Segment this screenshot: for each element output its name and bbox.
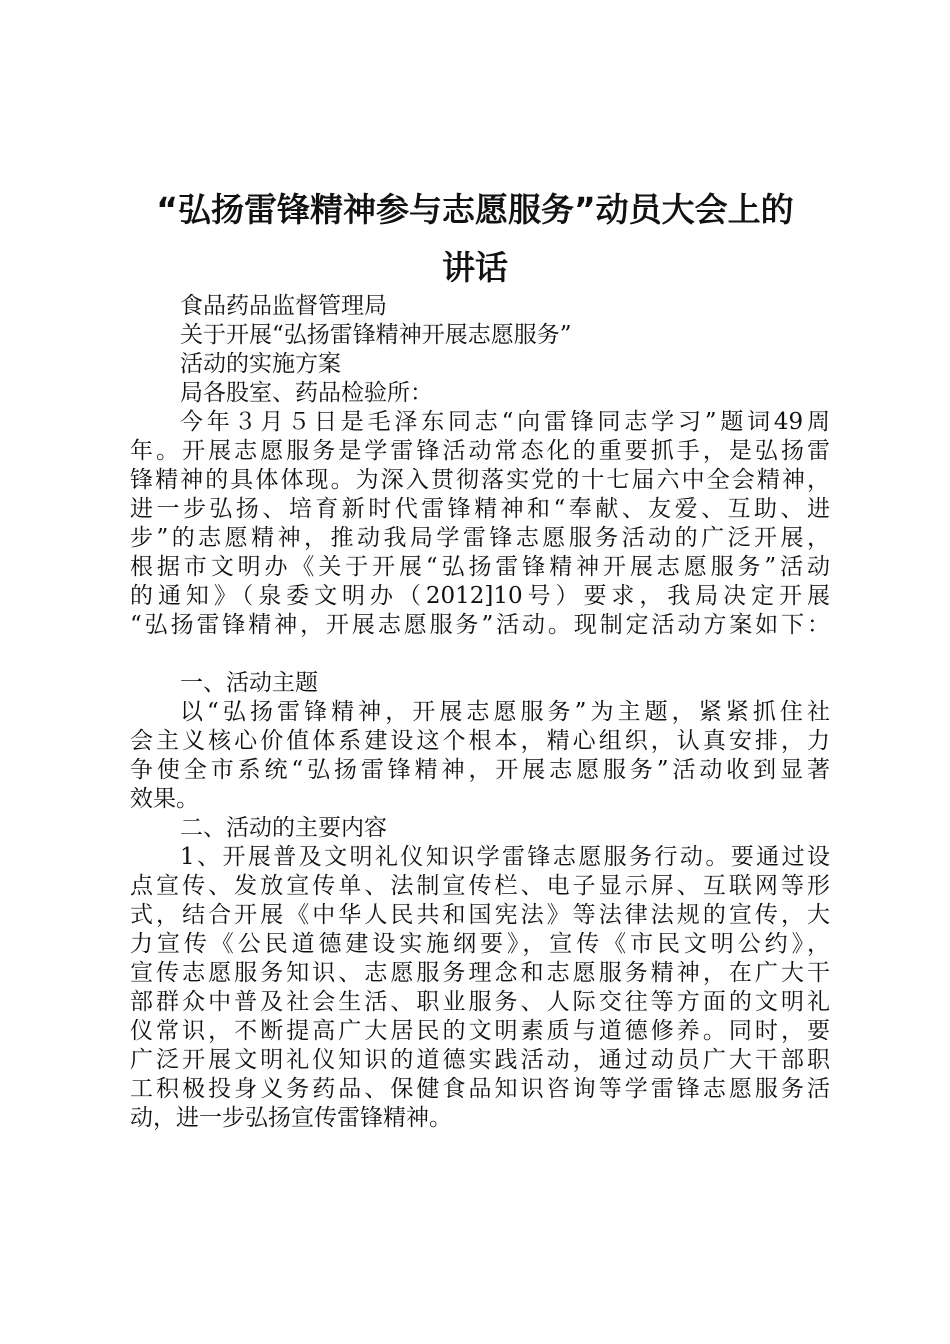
paragraph-line: 以“弘扬雷锋精神，开展志愿服务”为主题，紧紧抓住社 bbox=[180, 699, 830, 725]
paragraph-line: 式，结合开展《中华人民共和国宪法》等法律法规的宣传，大 bbox=[130, 902, 830, 928]
paragraph-gap bbox=[130, 640, 830, 669]
paragraph-line: 工积极投身义务药品、保健食品知识咨询等学雷锋志愿服务活 bbox=[130, 1076, 830, 1102]
paragraph-line: 步”的志愿精神，推动我局学雷锋志愿服务活动的广泛开展， bbox=[130, 525, 830, 551]
paragraph-line: 进一步弘扬、培育新时代雷锋精神和“奉献、友爱、互助、进 bbox=[130, 496, 830, 522]
paragraph-line: 今年３月５日是毛泽东同志“向雷锋同志学习”题词49周 bbox=[180, 409, 830, 435]
paragraph-line: 力宣传《公民道德建设实施纲要》，宣传《市民文明公约》， bbox=[130, 931, 830, 957]
paragraph-line: “弘扬雷锋精神，开展志愿服务”活动。现制定活动方案如下： bbox=[130, 612, 830, 638]
plan-title-line-1: 关于开展“弘扬雷锋精神开展志愿服务” bbox=[180, 322, 572, 348]
paragraph-line: 根据市文明办《关于开展“弘扬雷锋精神开展志愿服务”活动 bbox=[130, 554, 830, 580]
paragraph-line: 会主义核心价值体系建设这个根本，精心组织，认真安排，力 bbox=[130, 728, 830, 754]
paragraph-line: 广泛开展文明礼仪知识的道德实践活动，通过动员广大干部职 bbox=[130, 1047, 830, 1073]
paragraph-line: 年。开展志愿服务是学雷锋活动常态化的重要抓手，是弘扬雷 bbox=[130, 438, 830, 464]
paragraph-line: 效果。 bbox=[130, 786, 199, 812]
plan-title-line-2: 活动的实施方案 bbox=[180, 351, 341, 377]
addressee-line: 局各股室、药品检验所： bbox=[180, 380, 433, 406]
paragraph-line: 锋精神的具体体现。为深入贯彻落实党的十七届六中全会精神， bbox=[130, 467, 830, 493]
paragraph-line: 点宣传、发放宣传单、法制宣传栏、电子显示屏、互联网等形 bbox=[130, 873, 830, 899]
paragraph-line: 动，进一步弘扬宣传雷锋精神。 bbox=[130, 1105, 452, 1131]
section-heading: 一、活动主题 bbox=[180, 670, 318, 696]
paragraph-line: 部群众中普及社会生活、职业服务、人际交往等方面的文明礼 bbox=[130, 989, 830, 1015]
paragraph-line: 1、开展普及文明礼仪知识学雷锋志愿服务行动。要通过设 bbox=[180, 844, 830, 870]
issuer-line: 食品药品监督管理局 bbox=[180, 293, 387, 319]
document-body bbox=[130, 292, 830, 1133]
paragraph-line: 的通知》（泉委文明办（2012]10号）要求，我局决定开展 bbox=[130, 583, 830, 609]
paragraph-line: 仪常识，不断提高广大居民的文明素质与道德修养。同时，要 bbox=[130, 1018, 830, 1044]
paragraph-line: 争使全市系统“弘扬雷锋精神，开展志愿服务”活动收到显著 bbox=[130, 757, 830, 783]
document-title-line-2: 讲话 bbox=[442, 248, 508, 287]
paragraph-line: 宣传志愿服务知识、志愿服务理念和志愿服务精神，在广大干 bbox=[130, 960, 830, 986]
document-title-line-1: “弘扬雷锋精神参与志愿服务”动员大会上的 bbox=[156, 190, 794, 229]
section-heading: 二、活动的主要内容 bbox=[180, 815, 387, 841]
